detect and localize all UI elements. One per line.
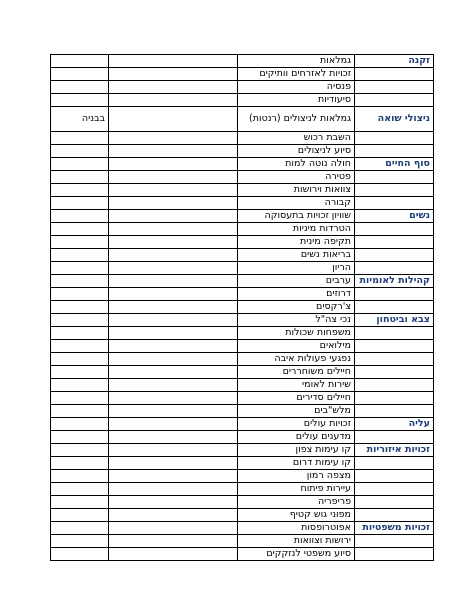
category-cell[interactable] xyxy=(355,379,434,392)
table-row xyxy=(51,249,434,262)
subject-cell[interactable]: חולה נוטה למות xyxy=(238,158,355,171)
table-row xyxy=(51,366,434,379)
subject-cell[interactable]: סיוע משפטי לנזקקים xyxy=(238,548,355,561)
note-cell[interactable] xyxy=(51,158,109,171)
empty-cell[interactable] xyxy=(109,535,238,548)
table-row xyxy=(51,288,434,301)
table-row xyxy=(51,262,434,275)
table-row xyxy=(51,81,434,94)
category-cell[interactable] xyxy=(355,223,434,236)
subject-cell[interactable]: משפחות שכולות xyxy=(238,327,355,340)
category-cell[interactable]: קהילות לאומיות xyxy=(355,275,434,288)
empty-cell[interactable] xyxy=(109,158,238,171)
subject-cell[interactable]: חיילים משוחררים xyxy=(238,366,355,379)
empty-cell[interactable] xyxy=(109,210,238,223)
table-row xyxy=(51,55,434,68)
subject-cell[interactable]: פנסיה xyxy=(238,81,355,94)
category-cell[interactable] xyxy=(355,496,434,509)
category-cell[interactable] xyxy=(355,262,434,275)
category-cell[interactable]: נשים xyxy=(355,210,434,223)
note-cell[interactable] xyxy=(51,81,109,94)
category-cell[interactable]: זקנה xyxy=(355,55,434,68)
category-cell[interactable] xyxy=(355,327,434,340)
category-cell[interactable] xyxy=(355,68,434,81)
category-cell[interactable] xyxy=(355,457,434,470)
table-row xyxy=(51,68,434,81)
note-cell[interactable] xyxy=(51,288,109,301)
empty-cell[interactable] xyxy=(109,340,238,353)
table-row xyxy=(51,236,434,249)
note-cell[interactable] xyxy=(51,55,109,68)
note-cell[interactable] xyxy=(51,470,109,483)
table-row xyxy=(51,444,434,457)
empty-cell[interactable] xyxy=(109,379,238,392)
note-cell[interactable] xyxy=(51,353,109,366)
note-cell[interactable] xyxy=(51,236,109,249)
empty-cell[interactable] xyxy=(109,81,238,94)
table-row xyxy=(51,522,434,535)
category-cell[interactable] xyxy=(355,184,434,197)
note-cell[interactable] xyxy=(51,210,109,223)
note-cell[interactable] xyxy=(51,548,109,561)
empty-cell[interactable] xyxy=(109,301,238,314)
category-cell[interactable] xyxy=(355,548,434,561)
category-cell[interactable] xyxy=(355,483,434,496)
table-row xyxy=(51,184,434,197)
note-cell[interactable] xyxy=(51,262,109,275)
table-row xyxy=(51,418,434,431)
note-cell[interactable] xyxy=(51,379,109,392)
empty-cell[interactable] xyxy=(109,236,238,249)
table-row xyxy=(51,470,434,483)
empty-cell[interactable] xyxy=(109,262,238,275)
empty-cell[interactable] xyxy=(109,223,238,236)
table-row xyxy=(51,483,434,496)
table-row xyxy=(51,210,434,223)
category-cell[interactable] xyxy=(355,197,434,210)
note-cell[interactable] xyxy=(51,522,109,535)
subject-cell[interactable]: נכי צה"ל xyxy=(238,314,355,327)
subject-cell[interactable]: פטירה xyxy=(238,171,355,184)
empty-cell[interactable] xyxy=(109,509,238,522)
subject-cell[interactable]: מפוני גוש קטיף xyxy=(238,509,355,522)
note-cell[interactable] xyxy=(51,483,109,496)
empty-cell[interactable] xyxy=(109,548,238,561)
empty-cell[interactable] xyxy=(109,132,238,145)
table-row xyxy=(51,353,434,366)
subject-cell[interactable]: שוויון זכויות בתעסוקה xyxy=(238,210,355,223)
empty-cell[interactable] xyxy=(109,418,238,431)
table-row xyxy=(51,431,434,444)
subject-cell[interactable]: צוואות וירושות xyxy=(238,184,355,197)
category-cell[interactable]: סוף החיים xyxy=(355,158,434,171)
empty-cell[interactable] xyxy=(109,68,238,81)
empty-cell[interactable] xyxy=(109,496,238,509)
subject-cell[interactable]: בריאות נשים xyxy=(238,249,355,262)
note-cell[interactable] xyxy=(51,496,109,509)
empty-cell[interactable] xyxy=(109,522,238,535)
category-cell[interactable]: זכויות איזוריות xyxy=(355,444,434,457)
table-row xyxy=(51,158,434,171)
empty-cell[interactable] xyxy=(109,314,238,327)
category-cell[interactable] xyxy=(355,340,434,353)
table-row xyxy=(51,405,434,418)
table-row xyxy=(51,223,434,236)
subject-cell[interactable]: צ'רקסים xyxy=(238,301,355,314)
table-row xyxy=(51,171,434,184)
note-cell[interactable] xyxy=(51,444,109,457)
table-body xyxy=(51,55,434,561)
empty-cell[interactable] xyxy=(109,145,238,158)
category-cell[interactable]: עליה xyxy=(355,418,434,431)
empty-cell[interactable] xyxy=(109,457,238,470)
note-cell[interactable] xyxy=(51,94,109,107)
subject-cell[interactable]: קו עימות צפון xyxy=(238,444,355,457)
table-row xyxy=(51,145,434,158)
empty-cell[interactable] xyxy=(109,353,238,366)
empty-cell[interactable] xyxy=(109,107,238,132)
empty-cell[interactable] xyxy=(109,366,238,379)
category-cell[interactable] xyxy=(355,353,434,366)
table-row xyxy=(51,392,434,405)
category-cell[interactable] xyxy=(355,509,434,522)
spreadsheet xyxy=(50,54,430,561)
subject-cell[interactable]: סיעודיות xyxy=(238,94,355,107)
table-row xyxy=(51,509,434,522)
table-row xyxy=(51,275,434,288)
note-cell[interactable] xyxy=(51,535,109,548)
table-row xyxy=(51,340,434,353)
table-row xyxy=(51,314,434,327)
subject-cell[interactable]: מילואים xyxy=(238,340,355,353)
table-row xyxy=(51,132,434,145)
subject-cell[interactable]: חיילים סדירים xyxy=(238,392,355,405)
subject-cell[interactable]: זכויות לאזרחים וותיקים xyxy=(238,68,355,81)
subject-cell[interactable]: פריפריה xyxy=(238,496,355,509)
note-cell[interactable] xyxy=(51,327,109,340)
note-cell[interactable] xyxy=(51,418,109,431)
category-cell[interactable] xyxy=(355,132,434,145)
category-cell[interactable] xyxy=(355,366,434,379)
note-cell[interactable] xyxy=(51,340,109,353)
empty-cell[interactable] xyxy=(109,275,238,288)
empty-cell[interactable] xyxy=(109,444,238,457)
category-cell[interactable] xyxy=(355,171,434,184)
note-cell[interactable] xyxy=(51,197,109,210)
subject-cell[interactable]: הריון xyxy=(238,262,355,275)
empty-cell[interactable] xyxy=(109,470,238,483)
category-cell[interactable] xyxy=(355,145,434,158)
subject-cell[interactable]: מדענים עולים xyxy=(238,431,355,444)
empty-cell[interactable] xyxy=(109,55,238,68)
empty-cell[interactable] xyxy=(109,249,238,262)
note-cell[interactable] xyxy=(51,249,109,262)
category-cell[interactable] xyxy=(355,288,434,301)
category-cell[interactable] xyxy=(355,470,434,483)
table-row xyxy=(51,457,434,470)
subject-cell[interactable]: השבת רכוש xyxy=(238,132,355,145)
subject-cell[interactable]: ערבים xyxy=(238,275,355,288)
table-row xyxy=(51,197,434,210)
note-cell[interactable] xyxy=(51,275,109,288)
table-row xyxy=(51,496,434,509)
subject-cell[interactable]: דרוזים xyxy=(238,288,355,301)
empty-cell[interactable] xyxy=(109,197,238,210)
note-cell[interactable]: בבניה xyxy=(51,107,109,132)
subject-cell[interactable]: גמלאות לניצולים (רנטות) xyxy=(238,107,355,132)
subject-cell[interactable]: סיוע לניצולים xyxy=(238,145,355,158)
note-cell[interactable] xyxy=(51,314,109,327)
empty-cell[interactable] xyxy=(109,327,238,340)
category-cell[interactable]: צבא וביטחון xyxy=(355,314,434,327)
category-cell[interactable]: ניצולי שואה xyxy=(355,107,434,132)
subject-cell[interactable]: נפגעי פעולות איבה xyxy=(238,353,355,366)
note-cell[interactable] xyxy=(51,509,109,522)
empty-cell[interactable] xyxy=(109,392,238,405)
subject-cell[interactable]: מלש"בים xyxy=(238,405,355,418)
subject-cell[interactable]: הטרדות מיניות xyxy=(238,223,355,236)
subject-cell[interactable]: גמלאות xyxy=(238,55,355,68)
table-row xyxy=(51,327,434,340)
note-cell[interactable] xyxy=(51,366,109,379)
category-cell[interactable] xyxy=(355,535,434,548)
empty-cell[interactable] xyxy=(109,184,238,197)
subject-cell[interactable]: ירושות וצוואות xyxy=(238,535,355,548)
empty-cell[interactable] xyxy=(109,405,238,418)
subject-cell[interactable]: תקיפה מינית xyxy=(238,236,355,249)
empty-cell[interactable] xyxy=(109,171,238,184)
subject-cell[interactable]: מצפה רמון xyxy=(238,470,355,483)
note-cell[interactable] xyxy=(51,392,109,405)
category-cell[interactable] xyxy=(355,405,434,418)
note-cell[interactable] xyxy=(51,457,109,470)
subject-cell[interactable]: קבורה xyxy=(238,197,355,210)
table-row xyxy=(51,107,434,132)
subject-cell[interactable]: קו עימות דרום xyxy=(238,457,355,470)
empty-cell[interactable] xyxy=(109,431,238,444)
table-row xyxy=(51,301,434,314)
note-cell[interactable] xyxy=(51,223,109,236)
rights-table xyxy=(50,54,434,561)
category-cell[interactable] xyxy=(355,236,434,249)
subject-cell[interactable]: שירות לאומי xyxy=(238,379,355,392)
note-cell[interactable] xyxy=(51,132,109,145)
category-cell[interactable] xyxy=(355,392,434,405)
table-row xyxy=(51,548,434,561)
category-cell[interactable] xyxy=(355,81,434,94)
note-cell[interactable] xyxy=(51,301,109,314)
category-cell[interactable] xyxy=(355,94,434,107)
note-cell[interactable] xyxy=(51,405,109,418)
note-cell[interactable] xyxy=(51,171,109,184)
note-cell[interactable] xyxy=(51,184,109,197)
table-row xyxy=(51,94,434,107)
category-cell[interactable] xyxy=(355,249,434,262)
table-row xyxy=(51,535,434,548)
category-cell[interactable]: זכויות משפטיות xyxy=(355,522,434,535)
empty-cell[interactable] xyxy=(109,483,238,496)
note-cell[interactable] xyxy=(51,431,109,444)
empty-cell[interactable] xyxy=(109,94,238,107)
category-cell[interactable] xyxy=(355,301,434,314)
category-cell[interactable] xyxy=(355,431,434,444)
subject-cell[interactable]: זכויות עולים xyxy=(238,418,355,431)
subject-cell[interactable]: עיירות פיתוח xyxy=(238,483,355,496)
empty-cell[interactable] xyxy=(109,288,238,301)
subject-cell[interactable]: אפוטרופסות xyxy=(238,522,355,535)
table-row xyxy=(51,379,434,392)
note-cell[interactable] xyxy=(51,145,109,158)
note-cell[interactable] xyxy=(51,68,109,81)
